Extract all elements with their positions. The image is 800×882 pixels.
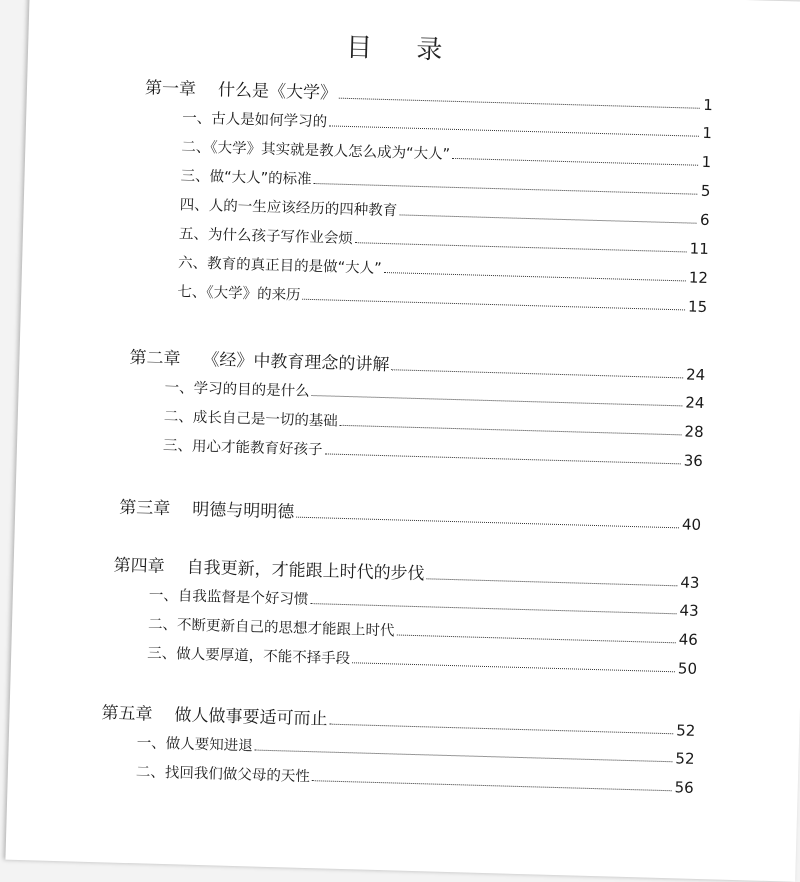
- page-number: 52: [675, 749, 695, 768]
- item-title: 一、古人是如何学习的: [181, 110, 328, 131]
- toc-chapter-3: [119, 493, 701, 534]
- chapter-number: 第二章: [129, 347, 181, 370]
- dot-leader: [312, 780, 672, 791]
- chapter-title: 自我更新，才能跟上时代的步伐: [186, 557, 425, 585]
- item-title: 一、自我监督是个好习惯: [148, 587, 309, 609]
- page-number: 15: [687, 297, 708, 317]
- dot-leader: [340, 425, 682, 436]
- dot-leader: [310, 603, 676, 614]
- item-title: 二、《大学》其实就是教人怎么成为“大人”: [181, 139, 451, 163]
- dot-leader: [296, 517, 679, 529]
- dot-leader: [391, 369, 683, 378]
- item-title: 三、做“大人”的标准: [180, 168, 312, 188]
- dot-leader: [255, 750, 673, 763]
- dot-leader: [352, 662, 675, 672]
- toc-item: [163, 434, 703, 470]
- page-number: 56: [674, 778, 694, 797]
- dot-leader: [399, 214, 697, 223]
- page-number: 24: [685, 393, 705, 412]
- page-number: 5: [700, 181, 711, 201]
- chapter-title: 明德与明明德: [191, 499, 295, 523]
- item-title: 三、用心才能教育好孩子: [162, 437, 323, 459]
- chapter-number: 第五章: [101, 703, 153, 725]
- dot-leader: [452, 158, 699, 166]
- dot-leader: [311, 395, 682, 406]
- dot-leader: [396, 634, 675, 643]
- item-title: 六、教育的真正目的是做“大人”: [177, 255, 382, 277]
- dot-leader: [329, 724, 673, 735]
- page-number: 1: [702, 123, 713, 143]
- page-number: 24: [685, 365, 706, 385]
- page-number: 40: [681, 515, 702, 534]
- page-number: 11: [689, 239, 710, 259]
- chapter-number: 第四章: [113, 555, 165, 577]
- item-title: 三、做人要厚道，不能不择手段: [147, 645, 351, 668]
- item-title: 四、人的一生应该经历的四种教育: [179, 197, 398, 220]
- chapter-title: 做人做事要适可而止: [174, 705, 328, 730]
- document-page: [5, 0, 800, 882]
- page-number: 43: [680, 573, 700, 592]
- page-number: 52: [675, 721, 696, 740]
- dot-leader: [383, 272, 685, 281]
- page-number: 46: [678, 630, 699, 649]
- item-title: 二、成长自己是一切的基础: [163, 408, 339, 430]
- dot-leader: [355, 242, 687, 252]
- dot-leader: [329, 125, 699, 136]
- page-number: 1: [702, 95, 714, 115]
- page-number: 28: [684, 422, 704, 441]
- page-number: 50: [677, 659, 698, 678]
- chapter-number: 第三章: [119, 497, 171, 520]
- page-number: 36: [683, 451, 704, 470]
- toc-item: [136, 760, 694, 797]
- item-title: 一、学习的目的是什么: [164, 379, 310, 400]
- dot-leader: [324, 453, 680, 464]
- chapter-title: 《经》中教育理念的讲解: [202, 349, 390, 376]
- item-title: 一、做人要知进退: [136, 735, 253, 755]
- chapter-number: 第一章: [144, 78, 197, 100]
- page-number: 43: [679, 601, 699, 620]
- item-title: 五、为什么孩子写作业会烦: [178, 226, 354, 248]
- dot-leader: [313, 183, 697, 195]
- item-title: 二、不断更新自己的思想才能跟上时代: [147, 616, 395, 640]
- dot-leader: [426, 578, 677, 586]
- dot-leader: [339, 98, 700, 109]
- item-title: 七、《大学》的来历: [177, 284, 301, 304]
- page-number: 1: [701, 152, 712, 172]
- page-number: 12: [688, 268, 709, 288]
- toc-item: [147, 642, 697, 678]
- item-title: 二、找回我们做父母的天性: [135, 764, 311, 786]
- toc-title: 目 录: [345, 32, 461, 67]
- page-number: 6: [699, 210, 710, 230]
- chapter-title: 什么是《大学》: [217, 80, 338, 104]
